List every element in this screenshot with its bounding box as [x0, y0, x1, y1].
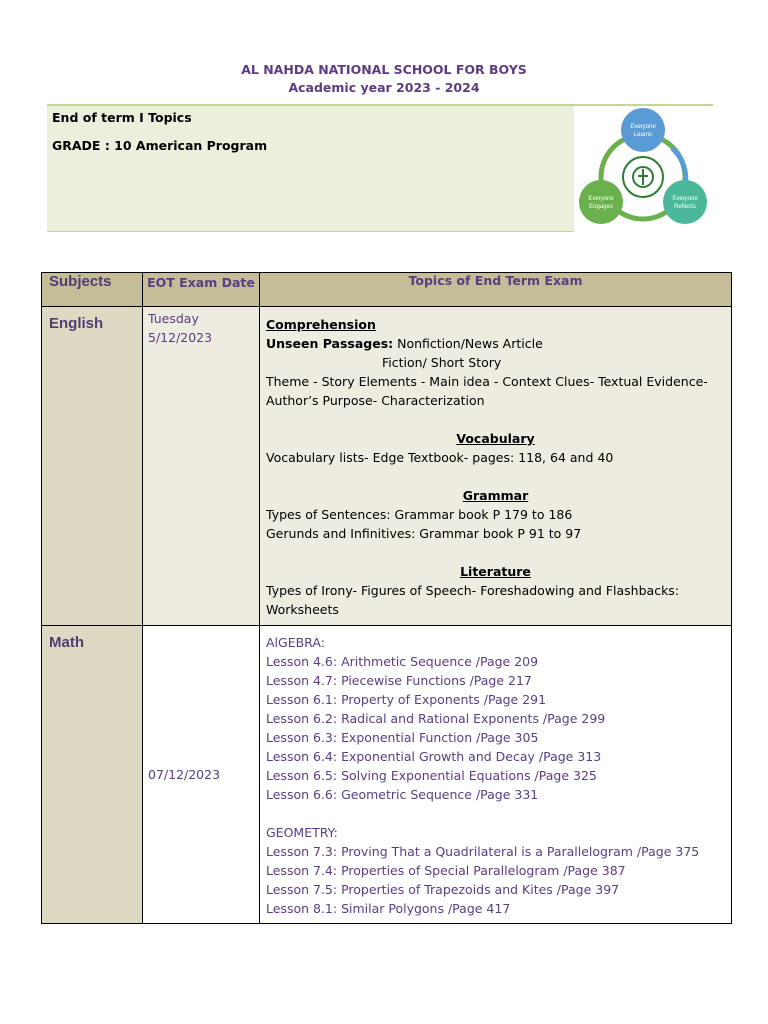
grammar-line-2: Gerunds and Infinitives: Grammar book P 91 to 97 [266, 526, 582, 541]
engages-circle [579, 180, 623, 224]
academic-year: Academic year 2023 - 2024 [288, 80, 480, 95]
literature-text: Types of Irony- Figures of Speech- Foreshadowing and Flashbacks: Worksheets [266, 583, 680, 617]
table-header-row [42, 273, 732, 307]
grammar-heading: Grammar [462, 488, 529, 503]
english-exam-day: Tuesday [148, 311, 199, 326]
term-topics-title: End of term I Topics [52, 110, 192, 125]
literature-heading: Literature [460, 564, 531, 579]
unseen-passages: Unseen Passages: Nonfiction/News Article [266, 336, 543, 351]
school-name: AL NAHDA NATIONAL SCHOOL FOR BOYS [241, 62, 527, 77]
subject-english: English [42, 307, 143, 626]
subject-math: Math [42, 626, 143, 924]
geometry-lesson: Lesson 7.3: Proving That a Quadrilateral is a Parallelogram /Page 375 [266, 844, 700, 859]
exam-topics-table [41, 272, 732, 924]
math-topics [260, 626, 732, 924]
algebra-heading: AlGEBRA: [266, 635, 325, 650]
comprehension-heading: Comprehension [266, 317, 376, 332]
svg-text:EveryoneEngages: Everyone Engages [588, 196, 614, 210]
algebra-lesson: Lesson 6.1: Property of Exponents /Page 291 [266, 692, 547, 707]
vocabulary-heading: Vocabulary [456, 431, 535, 446]
algebra-lesson: Lesson 4.7: Piecewise Functions /Page 217 [266, 673, 532, 688]
algebra-lesson: Lesson 6.5: Solving Exponential Equations /Page 325 [266, 768, 597, 783]
algebra-lesson: Lesson 6.4: Exponential Growth and Decay /Page 313 [266, 749, 602, 764]
algebra-lesson: Lesson 6.2: Radical and Rational Exponents /Page 299 [266, 711, 606, 726]
fiction-line: Fiction/ Short Story [382, 355, 502, 370]
reflects-circle [663, 180, 707, 224]
english-exam-date-value: 5/12/2023 [148, 330, 213, 345]
learns-circle [621, 108, 665, 152]
geometry-lesson: Lesson 8.1: Similar Polygons /Page 417 [266, 901, 511, 916]
school-logo [574, 106, 713, 232]
header-subjects: Subjects [42, 273, 143, 307]
table-row [42, 626, 732, 924]
english-exam-date [143, 307, 260, 626]
header-topics: Topics of End Term Exam [260, 273, 732, 307]
header-exam-date: EOT Exam Date [143, 273, 260, 307]
geometry-heading: GEOMETRY: [266, 825, 338, 840]
theme-line: Theme - Story Elements - Main idea - Context Clues- Textual Evidence- Author’s Purpose- Characterization [266, 374, 708, 408]
geometry-lesson: Lesson 7.5: Properties of Trapezoids and Kites /Page 397 [266, 882, 620, 897]
svg-text:EveryoneReflects: Everyone Reflects [672, 196, 698, 210]
math-exam-date: 07/12/2023 [143, 626, 260, 924]
table-row [42, 307, 732, 626]
algebra-lesson: Lesson 4.6: Arithmetic Sequence /Page 209 [266, 654, 539, 669]
algebra-lesson: Lesson 6.3: Exponential Function /Page 305 [266, 730, 539, 745]
algebra-lesson: Lesson 6.6: Geometric Sequence /Page 331 [266, 787, 539, 802]
geometry-lesson: Lesson 7.4: Properties of Special Parallelogram /Page 387 [266, 863, 626, 878]
vocabulary-text: Vocabulary lists- Edge Textbook- pages: 118, 64 and 40 [266, 450, 614, 465]
grade-label: GRADE : 10 American Program [52, 138, 268, 153]
svg-text:EveryoneLearns: Everyone Learns [630, 124, 656, 138]
grammar-line-1: Types of Sentences: Grammar book P 179 to 186 [266, 507, 573, 522]
english-topics [260, 307, 732, 626]
